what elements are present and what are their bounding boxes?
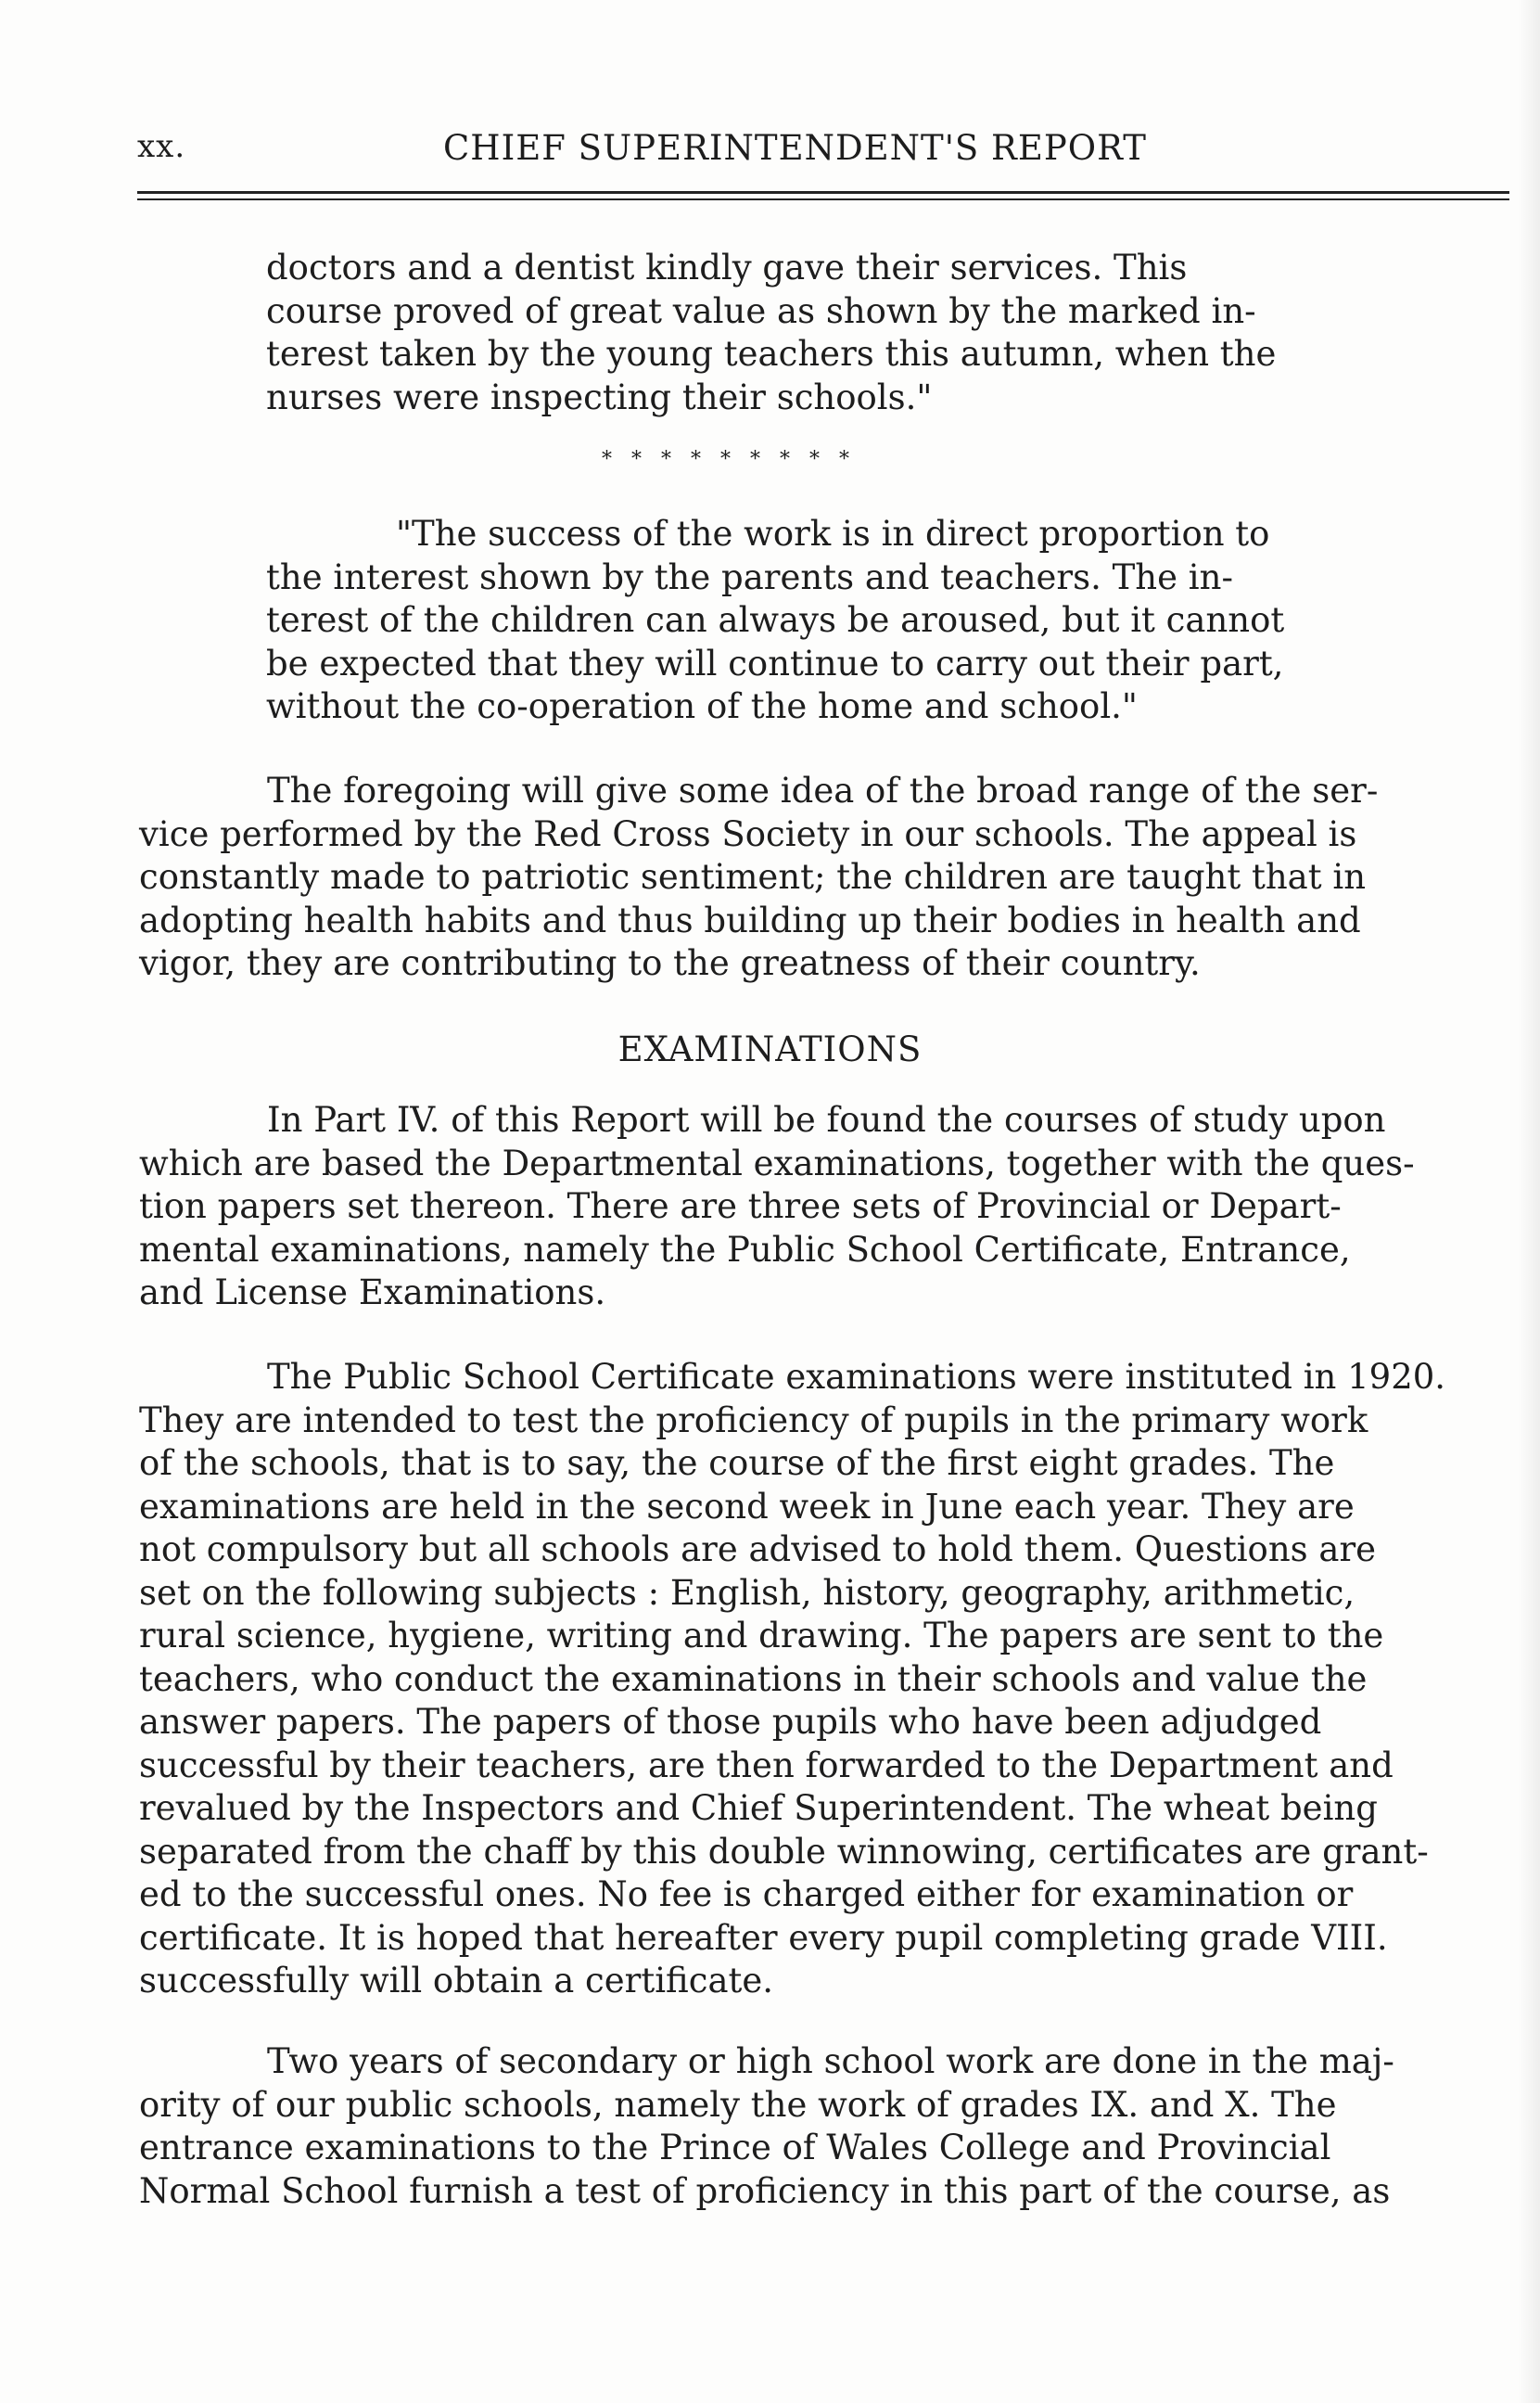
page-number: xx. [137,128,186,165]
running-title: CHIEF SUPERINTENDENT'S REPORT [443,128,1147,168]
text-line: revalued by the Inspectors and Chief Superintendent. The wheat being [139,1788,1378,1828]
page-edge-shadow [1518,0,1540,2403]
text-line: certificate. It is hoped that hereafter every pupil completing grade VIII. [139,1917,1388,1958]
header-rule-bottom [137,198,1509,200]
paragraph-secondary-work [139,2040,1507,2213]
text-line: separated from the chaff by this double winnowing, certificates are grant- [139,1831,1429,1872]
text-line: rural science, hygiene, writing and drawing. The papers are sent to the [139,1616,1384,1655]
text-line: be expected that they will continue to carry out their part, [266,643,1284,684]
text-line: examinations are held in the second week in June each year. They are [139,1486,1355,1527]
text-line: They are intended to test the proficiency of pupils in the primary work [139,1400,1368,1440]
text-line: teachers, who conduct the examinations in their schools and value the [139,1658,1368,1699]
paragraph-public-school-certificate [139,1356,1507,2003]
text-line: mental examinations, namely the Public School Certificate, Entrance, [139,1229,1351,1270]
text-line: The Public School Certificate examinations were instituted in 1920. [267,1357,1446,1397]
text-line: adopting health habits and thus building up their bodies in health and [139,900,1361,940]
text-line: doctors and a dentist kindly gave their services. This [266,248,1188,288]
text-line: Normal School furnish a test of proficiency in this part of the course, as [139,2170,1391,2211]
text-line: terest taken by the young teachers this autumn, when the [266,334,1277,374]
page-header [137,128,1500,173]
text-line: Two years of secondary or high school work are done in the maj- [267,2041,1394,2081]
text-line: answer papers. The papers of those pupils who have been adjudged [139,1702,1322,1742]
text-line: not compulsory but all schools are advised to hold them. Questions are [139,1529,1377,1569]
text-line: ed to the successful ones. No fee is charged either for examination or [139,1874,1354,1914]
text-line: without the co-operation of the home and school." [266,686,1138,726]
text-line: vice performed by the Red Cross Society in our schools. The appeal is [139,813,1357,854]
text-line: "The success of the work is in direct proportion to [396,514,1270,554]
text-line: terest of the children can always be aroused, but it cannot [266,600,1285,640]
text-line: the interest shown by the parents and teachers. The in- [266,556,1233,597]
paragraph-red-cross [139,770,1507,986]
text-line: In Part IV. of this Report will be found the courses of study upon [267,1100,1386,1140]
text-line: ority of our public schools, namely the work of grades IX. and X. The [139,2084,1337,2125]
text-line: constantly made to patriotic sentiment; the children are taught that in [139,857,1367,897]
text-line: successful by their teachers, are then forwarded to the Department and [139,1745,1394,1785]
quote-block-2 [266,513,1416,729]
text-line: course proved of great value as shown by the marked in- [266,290,1256,331]
section-separator-stars: ********* [602,448,869,471]
text-line: successfully will obtain a certificate. [139,1961,774,2000]
text-line: of the schools, that is to say, the course of the first eight grades. The [139,1443,1335,1483]
text-line: set on the following subjects : English, history, geography, arithmetic, [139,1572,1355,1613]
paragraph-examinations-intro [139,1099,1507,1315]
section-heading-examinations: EXAMINATIONS [617,1029,923,1069]
quote-block-1 [266,247,1416,419]
text-line: vigor, they are contributing to the greatness of their country. [139,943,1201,983]
header-rule-top [137,191,1509,194]
text-line: tion papers set thereon. There are three sets of Provincial or Depart- [139,1186,1342,1226]
text-line: entrance examinations to the Prince of Wales College and Provincial [139,2128,1331,2167]
text-line: nurses were inspecting their schools." [266,377,933,417]
text-line: The foregoing will give some idea of the broad range of the ser- [267,771,1379,811]
text-line: which are based the Departmental examinations, together with the ques- [139,1143,1415,1183]
text-line: and License Examinations. [139,1272,606,1312]
